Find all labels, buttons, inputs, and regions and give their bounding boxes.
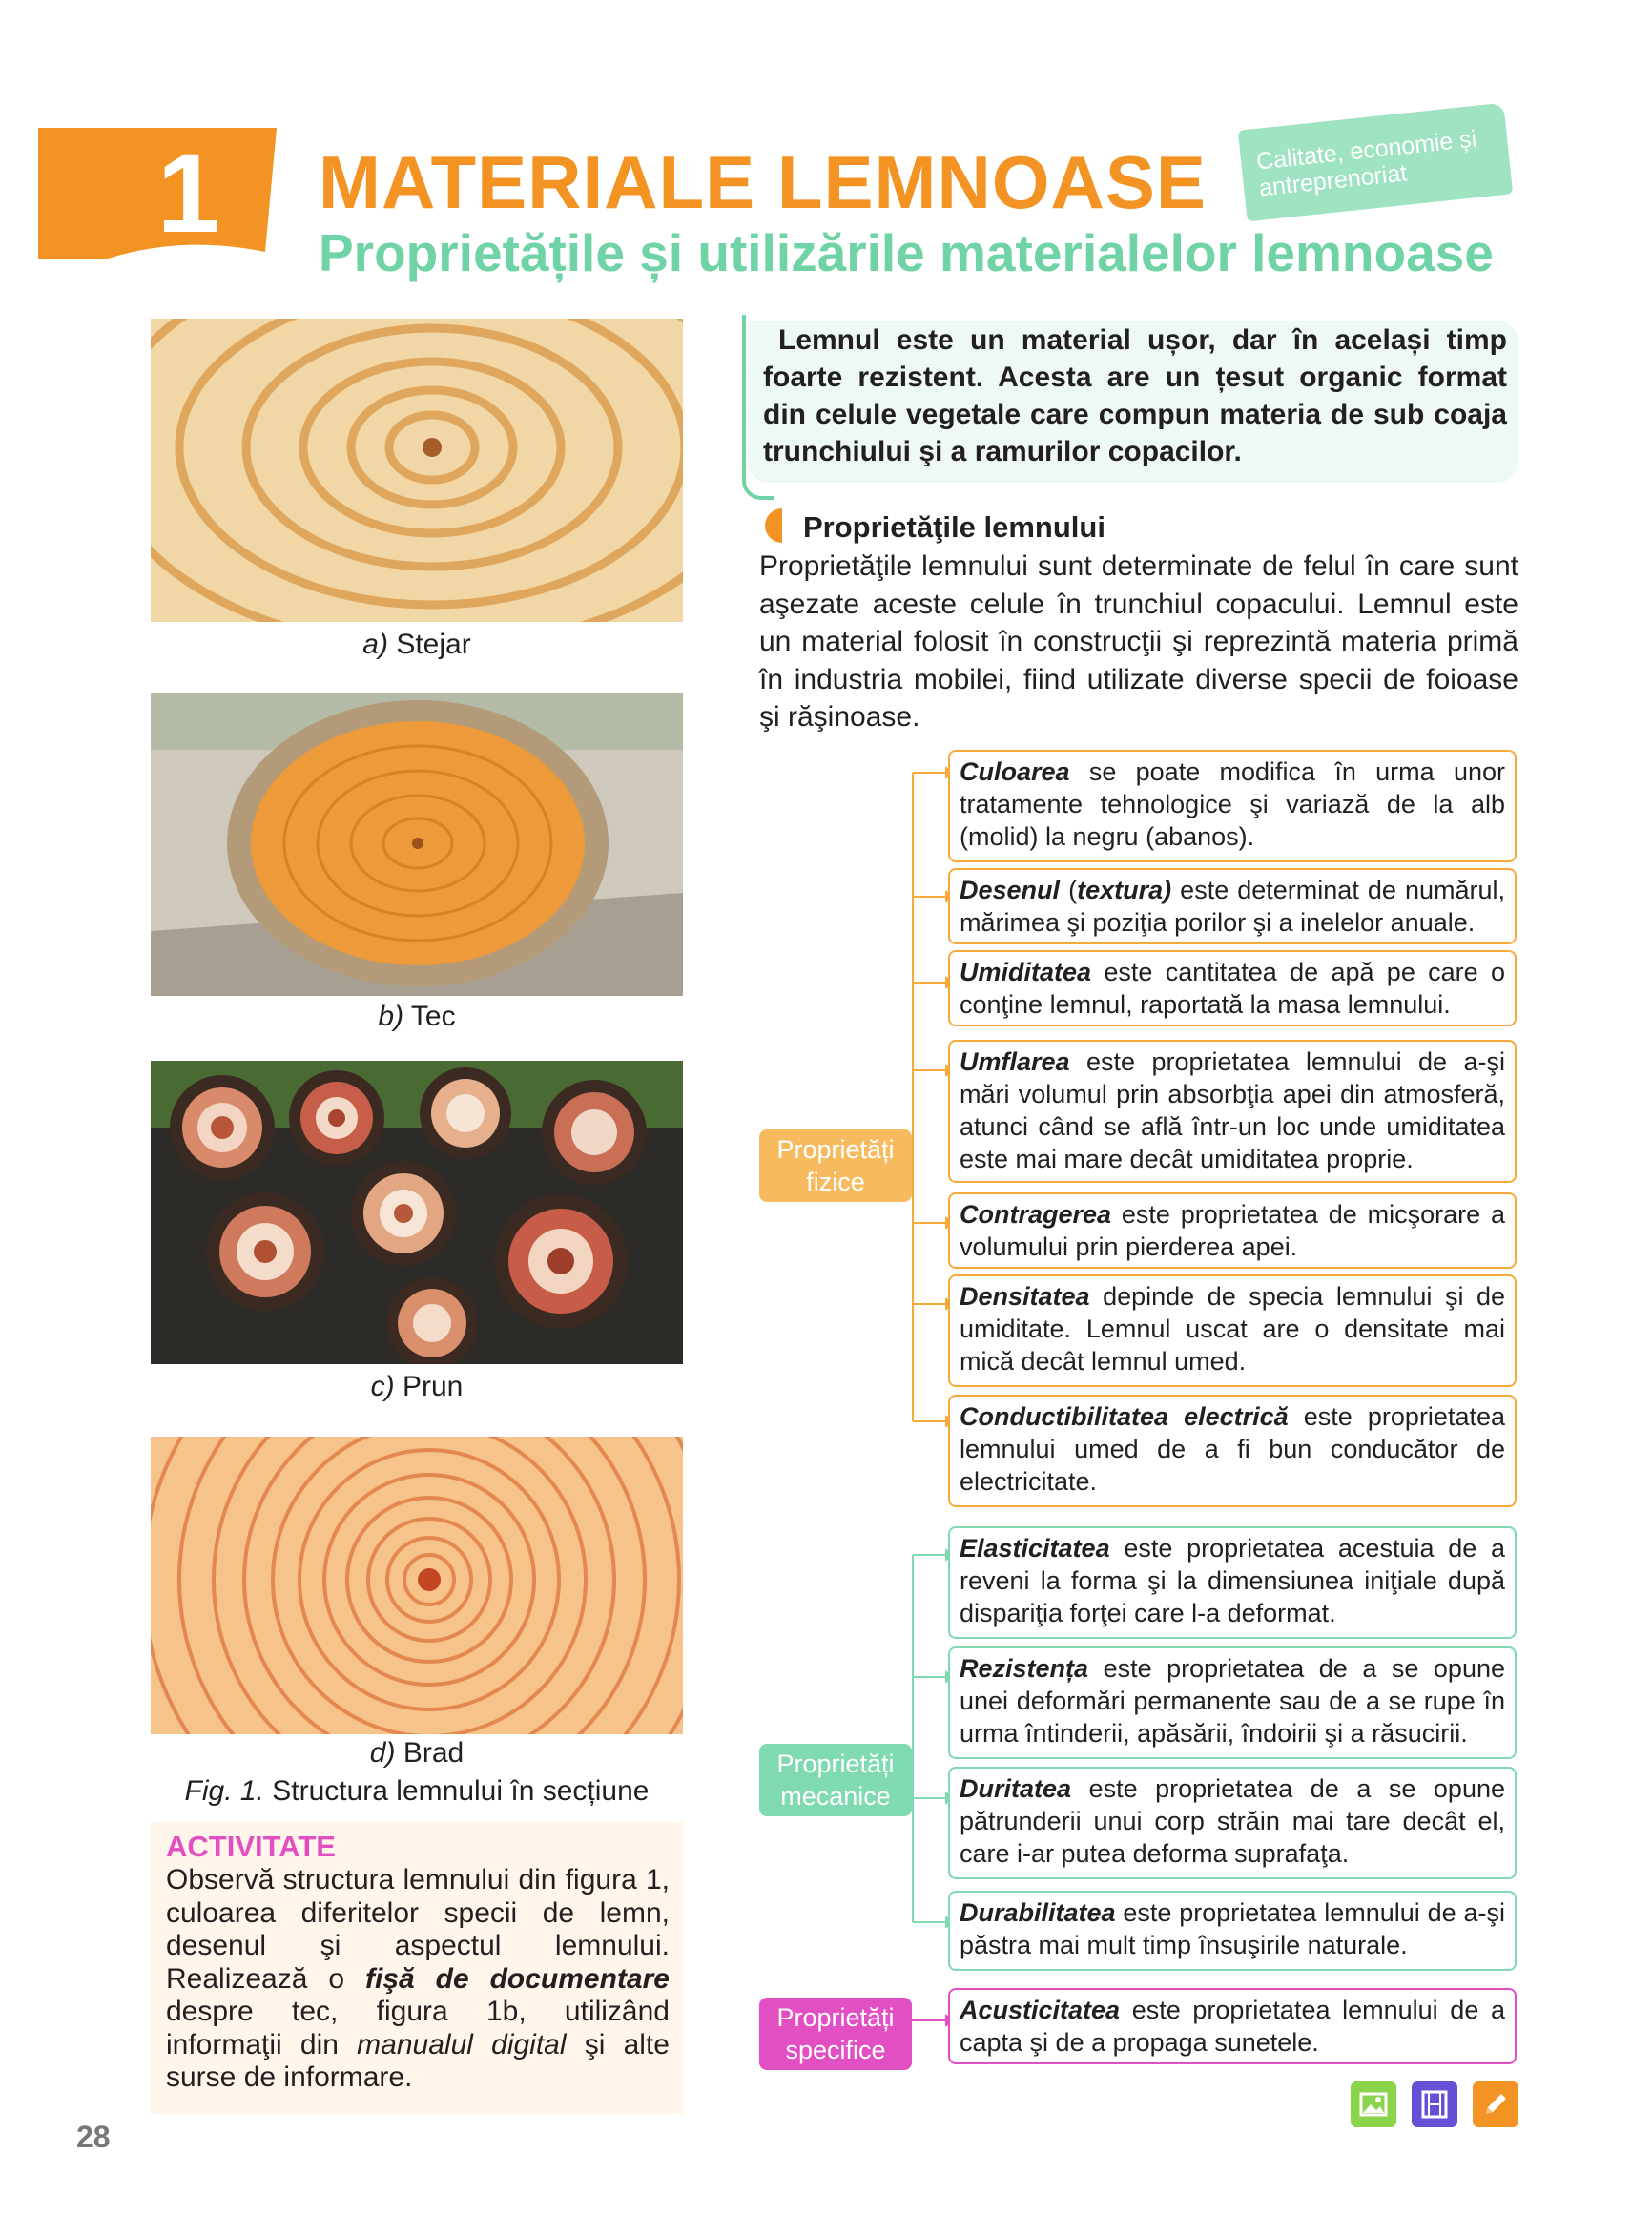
page-title: MATERIALE LEMNOASE (319, 140, 1207, 224)
property-term: Desenul (960, 876, 1061, 904)
property-text: este proprietatea lemnului de a-şi păstra mai mult timp însuşirile naturale. (960, 1898, 1505, 1959)
activity-heading: ACTIVITATE (166, 1830, 336, 1863)
property-term: Umflarea (960, 1047, 1070, 1076)
property-text: este proprietatea acestuia de a reveni la forma şi la dimensiunea iniţiale după dispariţia forţei care l-a deformat. (960, 1534, 1505, 1627)
figure-letter: a) (362, 629, 388, 660)
image-icon[interactable] (1351, 2081, 1396, 2127)
figure-letter: b) (378, 1001, 404, 1032)
property-humidity (948, 950, 1517, 1026)
section-heading: Proprietăţile lemnului (803, 510, 1105, 544)
intro-line: Lemnul este un material ușor, dar în același timp (778, 324, 1507, 356)
pencil-icon[interactable] (1473, 2081, 1518, 2127)
property-swelling (948, 1040, 1517, 1183)
activity-emphasis: fişă de documentare (365, 1962, 670, 1995)
figure-name: Stejar (396, 629, 471, 660)
category-physical (759, 1129, 912, 1202)
property-term: textura) (1077, 876, 1172, 904)
property-text: depinde de specia lemnului şi de umiditate. Lemnul uscat are o densitate mai mică decât lemnul umed. (960, 1282, 1505, 1376)
intro-line: din celule vegetale care compun materia de sub coaja (763, 399, 1507, 430)
property-term: Durabilitatea (960, 1898, 1116, 1927)
property-conductivity (948, 1395, 1517, 1507)
figure-name: Prun (402, 1371, 464, 1402)
property-term: Culoarea (960, 757, 1070, 786)
intro-text (763, 321, 1507, 470)
category-label: Proprietăți mecanice (776, 1750, 895, 1811)
topic-tag: Calitate, economie și antreprenoriat (1254, 125, 1478, 202)
property-text: este proprietatea lemnului umed de a fi bun conducător de electricitate. (960, 1402, 1505, 1496)
figure-caption-text: Structura lemnului în secțiune (272, 1775, 650, 1807)
figure-name: Brad (403, 1737, 465, 1769)
property-term: Densitatea (960, 1282, 1090, 1311)
property-text: este proprietatea de micşorare a volumului prin pierderea apei. (960, 1200, 1505, 1261)
photo-fir-cross-section (151, 1437, 683, 1734)
page-number: 28 (76, 2120, 111, 2154)
activity-text-part: Observă structura lemnului din figura 1, culoarea diferitelor specii de lemn, desenul şi aspectul lemnului. Realizează o (166, 1864, 670, 1995)
property-hardness (948, 1767, 1517, 1879)
property-density (948, 1274, 1517, 1387)
page-subtitle: Proprietățile și utilizările materialelor lemnoase (319, 223, 1494, 282)
property-resistance (948, 1646, 1517, 1759)
property-term: Acusticitatea (960, 1996, 1121, 2024)
activity-text (166, 1864, 670, 2095)
figure-name: Tec (410, 1001, 456, 1032)
activity-text-part: şi alte surse de informare. (166, 2028, 670, 2093)
figure-letter: c) (370, 1371, 395, 1402)
property-durability (948, 1891, 1517, 1971)
property-term: Umiditatea (960, 958, 1092, 986)
activity-text-part: despre tec, figura 1b, utilizând informaţii din (166, 1996, 670, 2061)
property-text: este proprietatea de a se opune pătrunderii unui corp străin mai tare decât el, care i-ar putea deforma suprafaţa. (960, 1774, 1505, 1868)
property-term: Duritatea (960, 1774, 1072, 1803)
figure-caption-b (151, 1000, 683, 1034)
figure-label: Fig. 1. (184, 1775, 264, 1807)
intro-line: trunchiului şi a ramurilor copacilor. (763, 436, 1242, 467)
property-texture (948, 868, 1517, 944)
film-icon[interactable] (1412, 2081, 1457, 2127)
category-label: Proprietăți specifice (776, 2003, 895, 2064)
category-mechanical (759, 1744, 912, 1816)
category-specific (759, 1998, 912, 2070)
photo-oak-cross-section (151, 319, 683, 622)
chapter-number: 1 (156, 131, 220, 257)
activity-italic: manualul digital (357, 2028, 567, 2061)
connector-lines (897, 763, 954, 2080)
property-term: Conductibilitatea electrică (960, 1402, 1289, 1431)
property-text: ( (1060, 876, 1078, 904)
property-text: este proprietatea de a se opune unei deformări permanente sau de a se rupe în urma întinderii, apăsării, îndoirii şi a răsucirii. (960, 1654, 1505, 1748)
property-text: este proprietatea lemnului de a capta şi de a propaga sunetele. (960, 1996, 1505, 2057)
photo-plum-logs (151, 1061, 683, 1364)
property-color (948, 750, 1517, 862)
property-term: Rezistența (960, 1654, 1089, 1683)
property-text: este cantitatea de apă pe care o conţine lemnul, raportată la masa lemnului. (960, 958, 1505, 1019)
property-elasticity (948, 1526, 1517, 1639)
figure-caption-c (151, 1370, 683, 1404)
property-acoustics (948, 1988, 1517, 2064)
property-term: Contragerea (960, 1200, 1112, 1229)
intro-line: foarte rezistent. Acesta are un țesut organic format (763, 362, 1507, 393)
category-label: Proprietăți fizice (776, 1135, 895, 1196)
property-text: se poate modifica în urma unor tratamente tehnologice şi variază de la alb (molid) la negru (abanos). (960, 757, 1505, 851)
property-shrinkage (948, 1192, 1517, 1269)
property-text: este proprietatea lemnului de a-şi mări volumul prin absorbţia apei din atmosferă, atunci când se află într-un loc unde umiditatea este mai mare decât umiditatea proprie. (960, 1047, 1505, 1173)
half-circle-icon (761, 508, 782, 543)
figure-letter: d) (369, 1737, 396, 1769)
property-text: este determinat de numărul, mărimea şi poziţia porilor şi a inelelor anuale. (960, 876, 1505, 937)
figure-1-caption (151, 1774, 683, 1809)
figure-caption-d (151, 1736, 683, 1771)
section-body: Proprietăţile lemnului sunt determinate de felul în care sunt aşezate aceste celule în trunchiul copacului. Lemnul este un material folosit în construcţii şi reprezintă materia primă în industria mobilei, fiind utilizate diverse specii de foioase şi răşinoase. (759, 550, 1518, 733)
property-term: Elasticitatea (960, 1534, 1110, 1563)
photo-teak-log (151, 693, 683, 996)
figure-caption-a (151, 628, 683, 662)
